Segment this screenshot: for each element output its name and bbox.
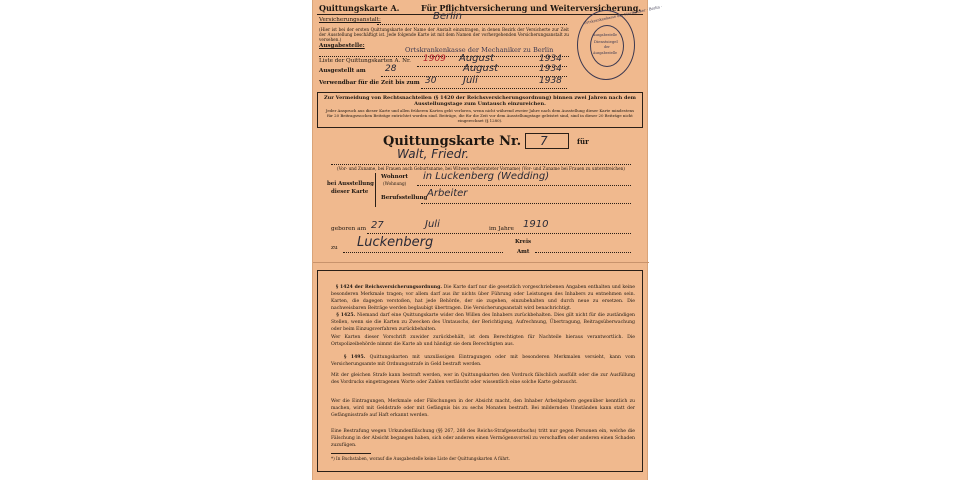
insurance-type-heading: Für Pflichtversicherung und Weiterversicherung. — [421, 3, 642, 13]
verwendbar-label: Verwendbar für die Zeit bis zum — [319, 80, 420, 86]
verwendbar-year: 1938 — [539, 76, 562, 86]
ausgabestelle-label: Ausgabestelle: — [319, 43, 365, 49]
verwendbar-month: Juli — [463, 75, 478, 86]
law-paragraph-1495 — [331, 354, 635, 368]
amt-label: Amt — [517, 249, 530, 255]
footnote-rule — [331, 453, 371, 454]
beruf-line — [421, 203, 631, 204]
notice-body: Jeder Anspruch aus dieser Karte und allen früheren Karten geht verloren, wenn nicht während zweier Jahre nach dem Ausstellung dieser Karte mindestens für 20 Beitragswochen Beiträge entrichtet worden sind. Beiträge, die für die Zeit vor dem Ausstellungstage geleistet sind, sind in dieser 20 Beiträge nicht eingerechnet (§ 1280). — [325, 108, 635, 123]
official-seal — [577, 4, 663, 80]
ausgestellt-month: August — [463, 63, 498, 74]
beruf-value: Arbeiter — [427, 188, 468, 199]
liste-number: 1909 — [423, 54, 446, 64]
receipt-card — [312, 0, 663, 480]
geboren-jahre-label: im Jahre — [489, 226, 514, 232]
verwendbar-day: 30 — [425, 76, 437, 86]
seal-inner-line-3: der — [604, 45, 610, 49]
law-paragraph-1424 — [331, 284, 635, 312]
wohnort-sub: (Wohnung) — [383, 181, 407, 186]
ausgabestelle-stamp: Ortskrankenkasse der Mechaniker zu Berlin — [405, 46, 554, 54]
law-paragraph-1495b: Mit der gleichen Strafe kann bestraft werden, wer in Quittungskarten den Vordruck fälschlich ausfüllt oder die zur Ausfüllung des Vordrucks eingetragenen Worte oder Zahlen verfälscht oder wissentlich eine solche Karte gebraucht. — [331, 373, 635, 385]
geboren-month: Juli — [425, 219, 440, 230]
wohnort-value: in Luckenberg (Wedding) — [423, 171, 550, 182]
fold-line — [313, 262, 649, 263]
kreis-line — [535, 252, 631, 253]
seal-inner-ring — [590, 25, 624, 67]
beruf-label: Berufsstellung — [381, 195, 428, 201]
kreis-label: Kreis — [515, 239, 532, 245]
anstalt-line — [377, 24, 567, 25]
law-1425-heading: § 1425. — [336, 313, 356, 318]
context-bracket — [375, 173, 376, 207]
card-number-box — [525, 133, 569, 149]
zu-value: Luckenberg — [357, 235, 434, 250]
card-number-label: Quittungskarte Nr. — [383, 134, 522, 149]
context-label-2: dieser Karte — [331, 189, 369, 195]
notice-box — [317, 92, 643, 128]
zu-line — [343, 252, 503, 253]
holder-name: Walt, Friedr. — [397, 147, 470, 161]
card-number-suffix: für — [577, 137, 589, 146]
seal-inner-line-1: Ausgabestelle — [593, 33, 618, 37]
geboren-label: geboren am — [331, 226, 367, 232]
ausgestellt-year: 1934 — [539, 64, 562, 74]
liste-year: 1934 — [539, 54, 562, 64]
name-note: (Vor- und Zuname, bei Frauen auch Geburtsname, bei Witwen verheirateter Vorname) (Vor- und Zuname bei Frauen zu unterstreichen) — [337, 166, 625, 171]
name-line — [331, 164, 631, 165]
liste-label: Liste der Quittungskarten A. Nr. — [319, 58, 411, 64]
law-1424-heading: § 1424 der Reichsversicherungsordnung. — [335, 285, 442, 290]
notice-title: Zur Vermeidung von Rechtsnachteilen (§ 1420 der Reichsversicherungsordnung) binnen zwei Jahren nach dem Ausstellungstage zum Umtausch einzureichen. — [324, 95, 636, 107]
law-paragraph-1425 — [331, 312, 635, 333]
geboren-year: 1910 — [523, 219, 549, 230]
ausgestellt-label: Ausgestellt am — [319, 68, 366, 74]
verwendbar-line — [421, 88, 567, 89]
law-1424-text: Die Karte darf nur die gesetzlich vorgeschriebenen Angaben enthalten und keine besonderen Merkmale tragen; vor allem darf aus ihr nichts über Führung oder Leistungen des Inhabers zu entnehmen sein. Karten, die dagegen verstoßen, hat jede Behörde, der sie zugehen, einzubehalten und durch neue zu ersetzen. Die nachweisbaren Beiträge werden beglaubigt übertragen. Die Versicherungsanstalt wird benachrichtigt. — [331, 285, 635, 311]
card-type-label: Quittungskarte A. — [319, 3, 400, 13]
context-label-1: bei Ausstellung — [327, 181, 374, 187]
wohnort-line — [417, 185, 631, 186]
anstalt-note: (Hier ist bei der ersten Quittungskarte der Name der Anstalt einzutragen, in denen Bezirk der Versicherte zur Zeit der Ausstellung beschäftigt ist. Jede folgende Karte ist mit dem Namen der vorhergehenden Versicherungsanstalt zu versehen.) — [319, 27, 569, 42]
seal-inner-line-4: Ausgabestelle — [593, 51, 618, 55]
ausgestellt-day: 28 — [385, 64, 397, 74]
law-paragraph-1495c: Wer die Eintragungen, Merkmale oder Fälschungen in der Absicht macht, den Inhaber Arbeitgebern gegenüber kenntlich zu machen, wird mit Geldstrafe oder mit Gefängnis bis zu sechs Monaten bestraft. Bei mildernden Umständen kann statt der Gefängnisstrafe auf Haft erkannt werden. — [331, 399, 635, 418]
law-1495-heading: § 1495. — [344, 355, 366, 360]
law-1425-text: Niemand darf eine Quittungskarte wider den Willen des Inhabers zurückbehalten. Dies gilt nicht für die zuständigen Stellen, wenn sie die Karten zu Zwecken des Umtauschs, der Berichtigung, Aufrechnung, Übertragung, Beitragsüberwachung oder beim Einzugsverfahren zurückbehalten. — [331, 313, 636, 332]
seal-inner-line-2: Dienstsiegel — [594, 39, 618, 44]
seal-outer-text: Ortskrankenkasse der Mechaniker · Berlin · — [583, 4, 663, 26]
card-number-value: 7 — [540, 134, 548, 148]
law-paragraph-forgery: Eine Bestrafung wegen Urkundenfälschung (§§ 267, 268 des Reichs-Strafgesetzbuchs) tritt nur gegen Personen ein, welche die Fälschung in der Absicht begangen haben, sich oder anderen einen Vermögensvorteil zu verschaffen oder anderen einen Schaden zuzufügen. — [331, 429, 635, 448]
zu-label: zu — [331, 245, 338, 251]
anstalt-label: Versicherungsanstalt: — [319, 17, 381, 23]
law-1495-text: Quittungskarten mit unzulässigen Eintragungen oder mit besonderen Merkmalen versieht, kann vom Versicherungsamte mit Ordnungsstrafe in Geld bestraft werden. — [331, 355, 635, 367]
geboren-line — [367, 233, 631, 234]
geboren-day: 27 — [371, 220, 384, 231]
wohnort-label: Wohnort — [381, 174, 408, 180]
law-paragraph-1425b: Wer Karten dieser Vorschrift zuwider zurückbehält, ist dem Berechtigten für Nachteile hieraus verantwortlich. Die Ortspolizeibehörde nimmt die Karte ab und händigt sie dem Berechtigten aus. — [331, 335, 635, 347]
liste-month: August — [459, 53, 494, 64]
law-footnote: *) In Buchstaben, worauf die Ausgabestelle keine Liste der Quittungskarten A führt. — [331, 456, 511, 461]
anstalt-value: Berlin — [433, 11, 463, 22]
